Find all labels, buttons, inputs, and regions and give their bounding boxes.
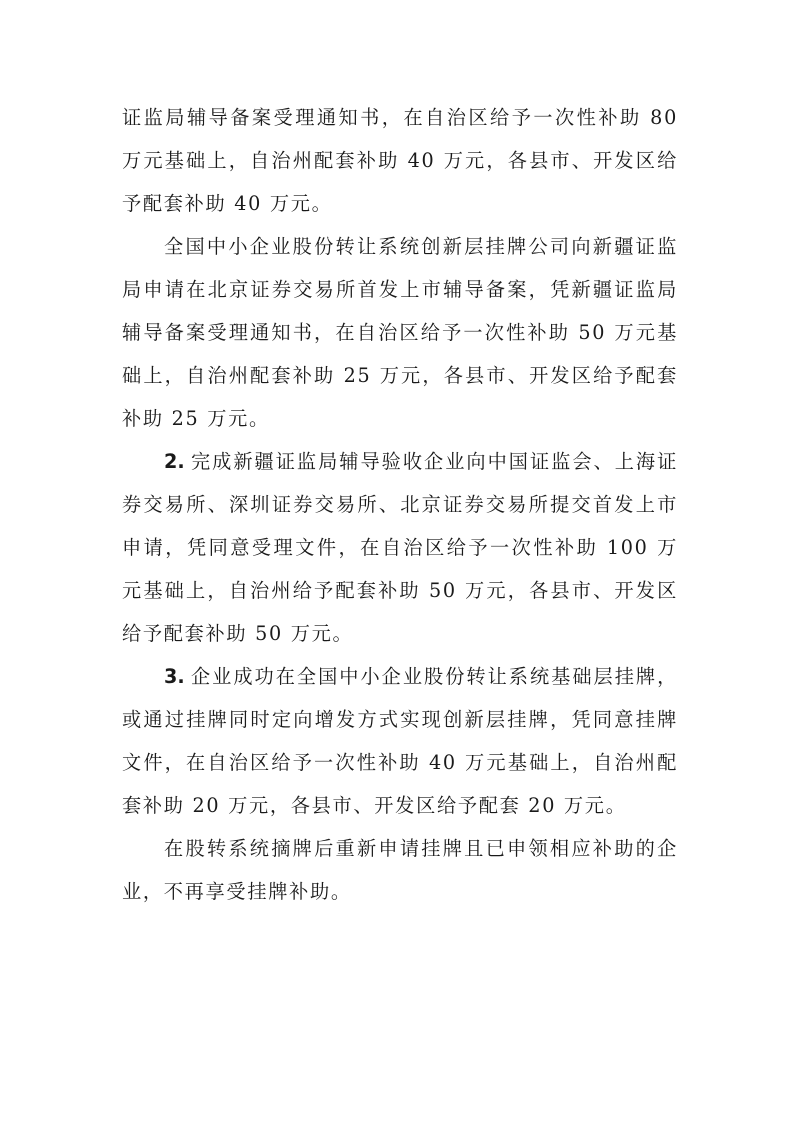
paragraph-continued bbox=[122, 96, 678, 225]
paragraph-text: 企业成功在全国中小企业股份转让系统基础层挂牌，或通过挂牌同时定向增发方式实现创新层挂牌，凭同意挂牌文件，在自治区给予一次性补助 40 万元基础上，自治州配套补助 20 万元，各县市、开发区给予配套 20 万元。 bbox=[122, 665, 678, 817]
paragraph-item-3 bbox=[122, 655, 678, 827]
paragraph-text: 全国中小企业股份转让系统创新层挂牌公司向新疆证监局申请在北京证券交易所首发上市辅导备案，凭新疆证监局辅导备案受理通知书，在自治区给予一次性补助 50 万元基础上，自治州配套补助 25 万元，各县市、开发区给予配套补助 25 万元。 bbox=[122, 235, 678, 430]
document-body bbox=[122, 96, 678, 913]
paragraph-innovation-layer bbox=[122, 225, 678, 440]
paragraph-text: 完成新疆证监局辅导验收企业向中国证监会、上海证券交易所、深圳证券交易所、北京证券交易所提交首发上市申请，凭同意受理文件，在自治区给予一次性补助 100 万元基础上，自治州给予配套补助 50 万元，各县市、开发区给予配套补助 50 万元。 bbox=[122, 450, 678, 645]
paragraph-text: 在股转系统摘牌后重新申请挂牌且已申领相应补助的企业，不再享受挂牌补助。 bbox=[122, 837, 678, 903]
paragraph-item-2 bbox=[122, 440, 678, 655]
paragraph-text: 证监局辅导备案受理通知书，在自治区给予一次性补助 80 万元基础上，自治州配套补助 40 万元，各县市、开发区给予配套补助 40 万元。 bbox=[122, 106, 678, 215]
item-number: 3. bbox=[164, 665, 185, 688]
paragraph-delisting-note bbox=[122, 827, 678, 913]
item-number: 2. bbox=[164, 450, 185, 473]
